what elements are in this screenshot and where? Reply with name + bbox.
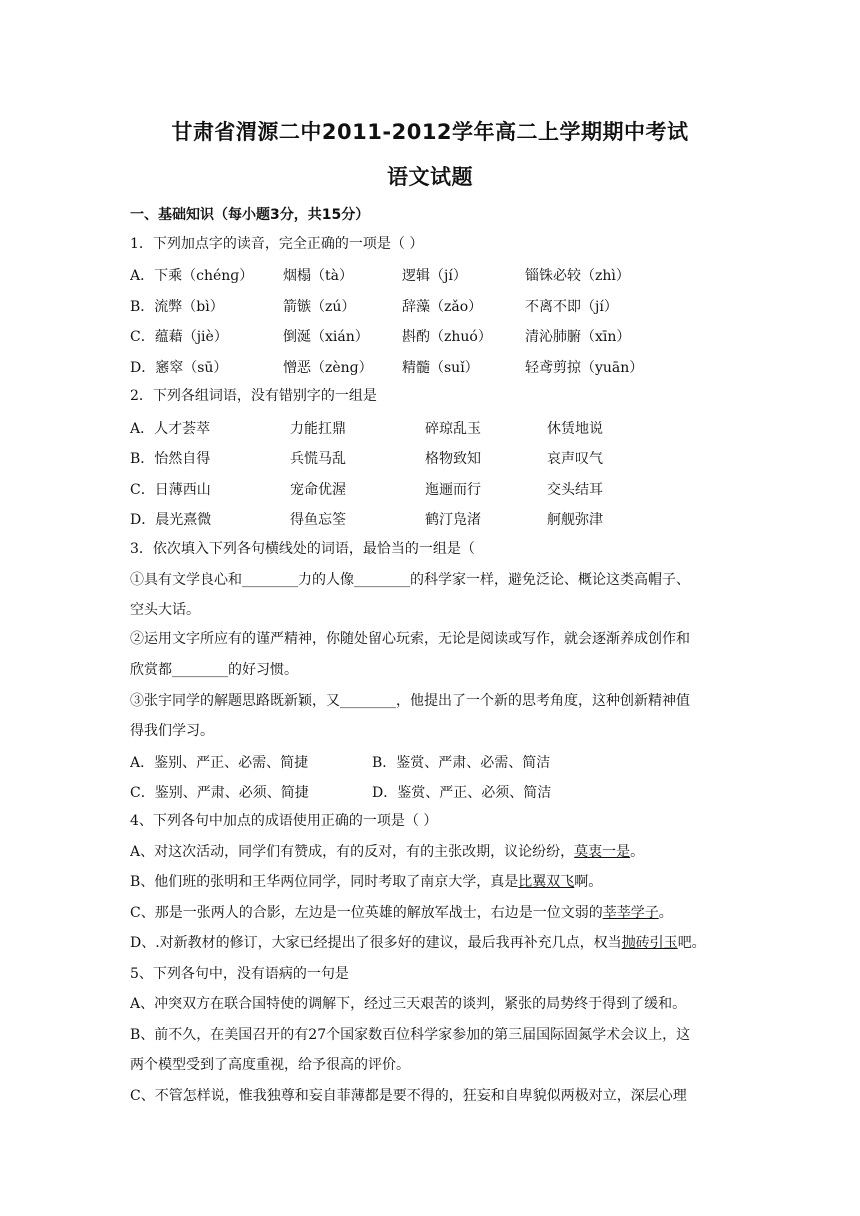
q1-option-a — [130, 265, 730, 283]
q3-options-cd — [130, 782, 730, 800]
q2-c-4: 交头结耳 — [547, 482, 603, 498]
title-line-2: 语文试题 — [387, 165, 473, 189]
q4-c-text: C、那是一张两人的合影，左边是一位英雄的解放军战士，右边是一位文弱的 — [130, 905, 603, 921]
q4-a-end: 。 — [630, 844, 645, 860]
q4-option-b — [130, 873, 602, 891]
q3-option-a: A．鉴别、严正、必需、简捷 — [130, 755, 309, 771]
q2-b-2: 兵慌马乱 — [290, 451, 346, 467]
q4-d-idiom: 抛砖引玉 — [621, 935, 678, 951]
q4-d-text: D、.对新教材的修订，大家已经提出了很多好的建议，最后我再补充几点，权当 — [130, 935, 622, 951]
q1-a-3: 逻辑（jí） — [402, 268, 467, 284]
q1-d-2: 憎恶（zènɡ） — [283, 360, 373, 376]
q4-stem: 4、下列各句中加点的成语使用正确的一项是（ ） — [130, 813, 438, 829]
q2-b-4: 哀声叹气 — [547, 451, 603, 467]
q1-option-c — [130, 326, 730, 344]
q2-b-1: B．怡然自得 — [130, 451, 211, 467]
q2-stem: 2．下列各组词语，没有错别字的一组是 — [130, 388, 377, 404]
q2-d-1: D．晨光熹微 — [130, 512, 212, 528]
q4-b-idiom: 比翼双飞 — [518, 874, 575, 890]
q1-c-3: 斟酌（zhuó） — [402, 329, 492, 345]
q4-option-d — [130, 934, 706, 952]
q4-a-idiom: 莫衷一是 — [574, 844, 631, 860]
q2-d-2: 得鱼忘筌 — [290, 512, 346, 528]
q2-a-4: 休赁地说 — [547, 421, 603, 437]
title-line-1: 甘肃省渭源二中2011-2012学年高二上学期期中考试 — [171, 120, 689, 144]
q3-option-d: D．鉴赏、严正、必须、简洁 — [372, 785, 552, 801]
q1-c-4: 清沁肺腑（xīn） — [525, 329, 631, 345]
q5-option-b-line1: B、前不久，在美国召开的有27个国家数百位科学家参加的第三届国际固氮学术会议上，这 — [130, 1027, 691, 1043]
q1-d-3: 精髓（suǐ） — [402, 360, 479, 376]
q5-stem: 5、下列各句中，没有语病的一句是 — [130, 966, 349, 982]
q3-sentence-1b: 空头大话。 — [130, 602, 200, 618]
q5-option-c-line1: C、不管怎样说，惟我独尊和妄自菲薄都是要不得的，狂妄和自卑貌似两极对立，深层心理 — [130, 1088, 687, 1104]
q1-a-2: 烟榻（tà） — [283, 268, 353, 284]
q2-d-3: 鹤汀凫渚 — [425, 512, 481, 528]
q1-d-1: D．窸窣（sū） — [130, 360, 228, 376]
q3-option-c: C．鉴别、严肃、必须、简捷 — [130, 785, 309, 801]
q4-option-c — [130, 904, 673, 922]
q1-b-4: 不离不即（jí） — [525, 299, 618, 315]
q2-a-1: A．人才荟萃 — [130, 421, 211, 437]
q2-a-3: 碎琼乱玉 — [425, 421, 481, 437]
q4-a-text: A、对这次活动，同学们有赞成，有的反对，有的主张改期，议论纷纷， — [130, 844, 575, 860]
q5-option-b-line2: 两个模型受到了高度重视，给予很高的评价。 — [130, 1057, 410, 1073]
q5-option-a: A、冲突双方在联合国特使的调解下，经过三天艰苦的谈判，紧张的局势终于得到了缓和。 — [130, 996, 687, 1012]
q2-a-2: 力能扛鼎 — [290, 421, 346, 437]
q1-a-1: A．下乘（chénɡ） — [130, 268, 254, 284]
q4-d-end: 吧。 — [677, 935, 706, 951]
q4-c-end: 。 — [658, 905, 673, 921]
section-heading: 一、基础知识（每小题3分，共15分） — [130, 207, 370, 223]
q2-option-c — [130, 479, 730, 497]
q3-sentence-2b: 欣赏都________的好习惯。 — [130, 662, 298, 678]
q2-d-4: 舸舰弥津 — [547, 512, 603, 528]
q2-c-1: C．日薄西山 — [130, 482, 211, 498]
q2-c-2: 宠命优渥 — [290, 482, 346, 498]
q4-b-end: 啊。 — [574, 874, 603, 890]
q1-option-b — [130, 296, 730, 314]
q1-option-d — [130, 357, 730, 375]
q3-sentence-2a: ②运用文字所应有的谨严精神，你随处留心玩索，无论是阅读或写作，就会逐渐养成创作和 — [130, 631, 690, 647]
q2-b-3: 格物致知 — [425, 451, 481, 467]
q4-c-idiom: 莘莘学子 — [602, 905, 659, 921]
q1-a-4: 锱铢必较（zhì） — [525, 268, 630, 284]
q3-stem: 3．依次填入下列各句横线处的词语，最恰当的一组是（ — [130, 541, 475, 557]
q1-b-3: 辞藻（zǎo） — [402, 299, 483, 315]
q1-d-4: 轻鸢剪掠（yuān） — [525, 360, 644, 376]
q1-b-2: 箭镞（zú） — [283, 299, 356, 315]
q2-option-d — [130, 509, 730, 527]
q2-c-3: 迤逦而行 — [425, 482, 481, 498]
q3-sentence-1a: ①具有文学良心和________力的人像________的科学家一样，避免泛论、概论这类高帽子、 — [130, 572, 690, 588]
q1-stem: 1．下列加点字的读音，完全正确的一项是（ ） — [130, 236, 424, 252]
q3-options-ab — [130, 752, 730, 770]
q2-option-b — [130, 448, 730, 466]
q2-option-a — [130, 418, 730, 436]
q1-c-2: 倒涎（xián） — [283, 329, 369, 345]
q4-option-a — [130, 843, 644, 861]
q3-option-b: B．鉴赏、严肃、必需、简洁 — [372, 755, 551, 771]
q1-c-1: C．蕴藉（jiè） — [130, 329, 228, 345]
q3-sentence-3b: 得我们学习。 — [130, 723, 214, 739]
q1-b-1: B．流弊（bì） — [130, 299, 224, 315]
q4-b-text: B、他们班的张明和王华两位同学，同时考取了南京大学，真是 — [130, 874, 519, 890]
q3-sentence-3a: ③张宇同学的解题思路既新颖，又________，他提出了一个新的思考角度，这种创新精神值 — [130, 693, 690, 709]
